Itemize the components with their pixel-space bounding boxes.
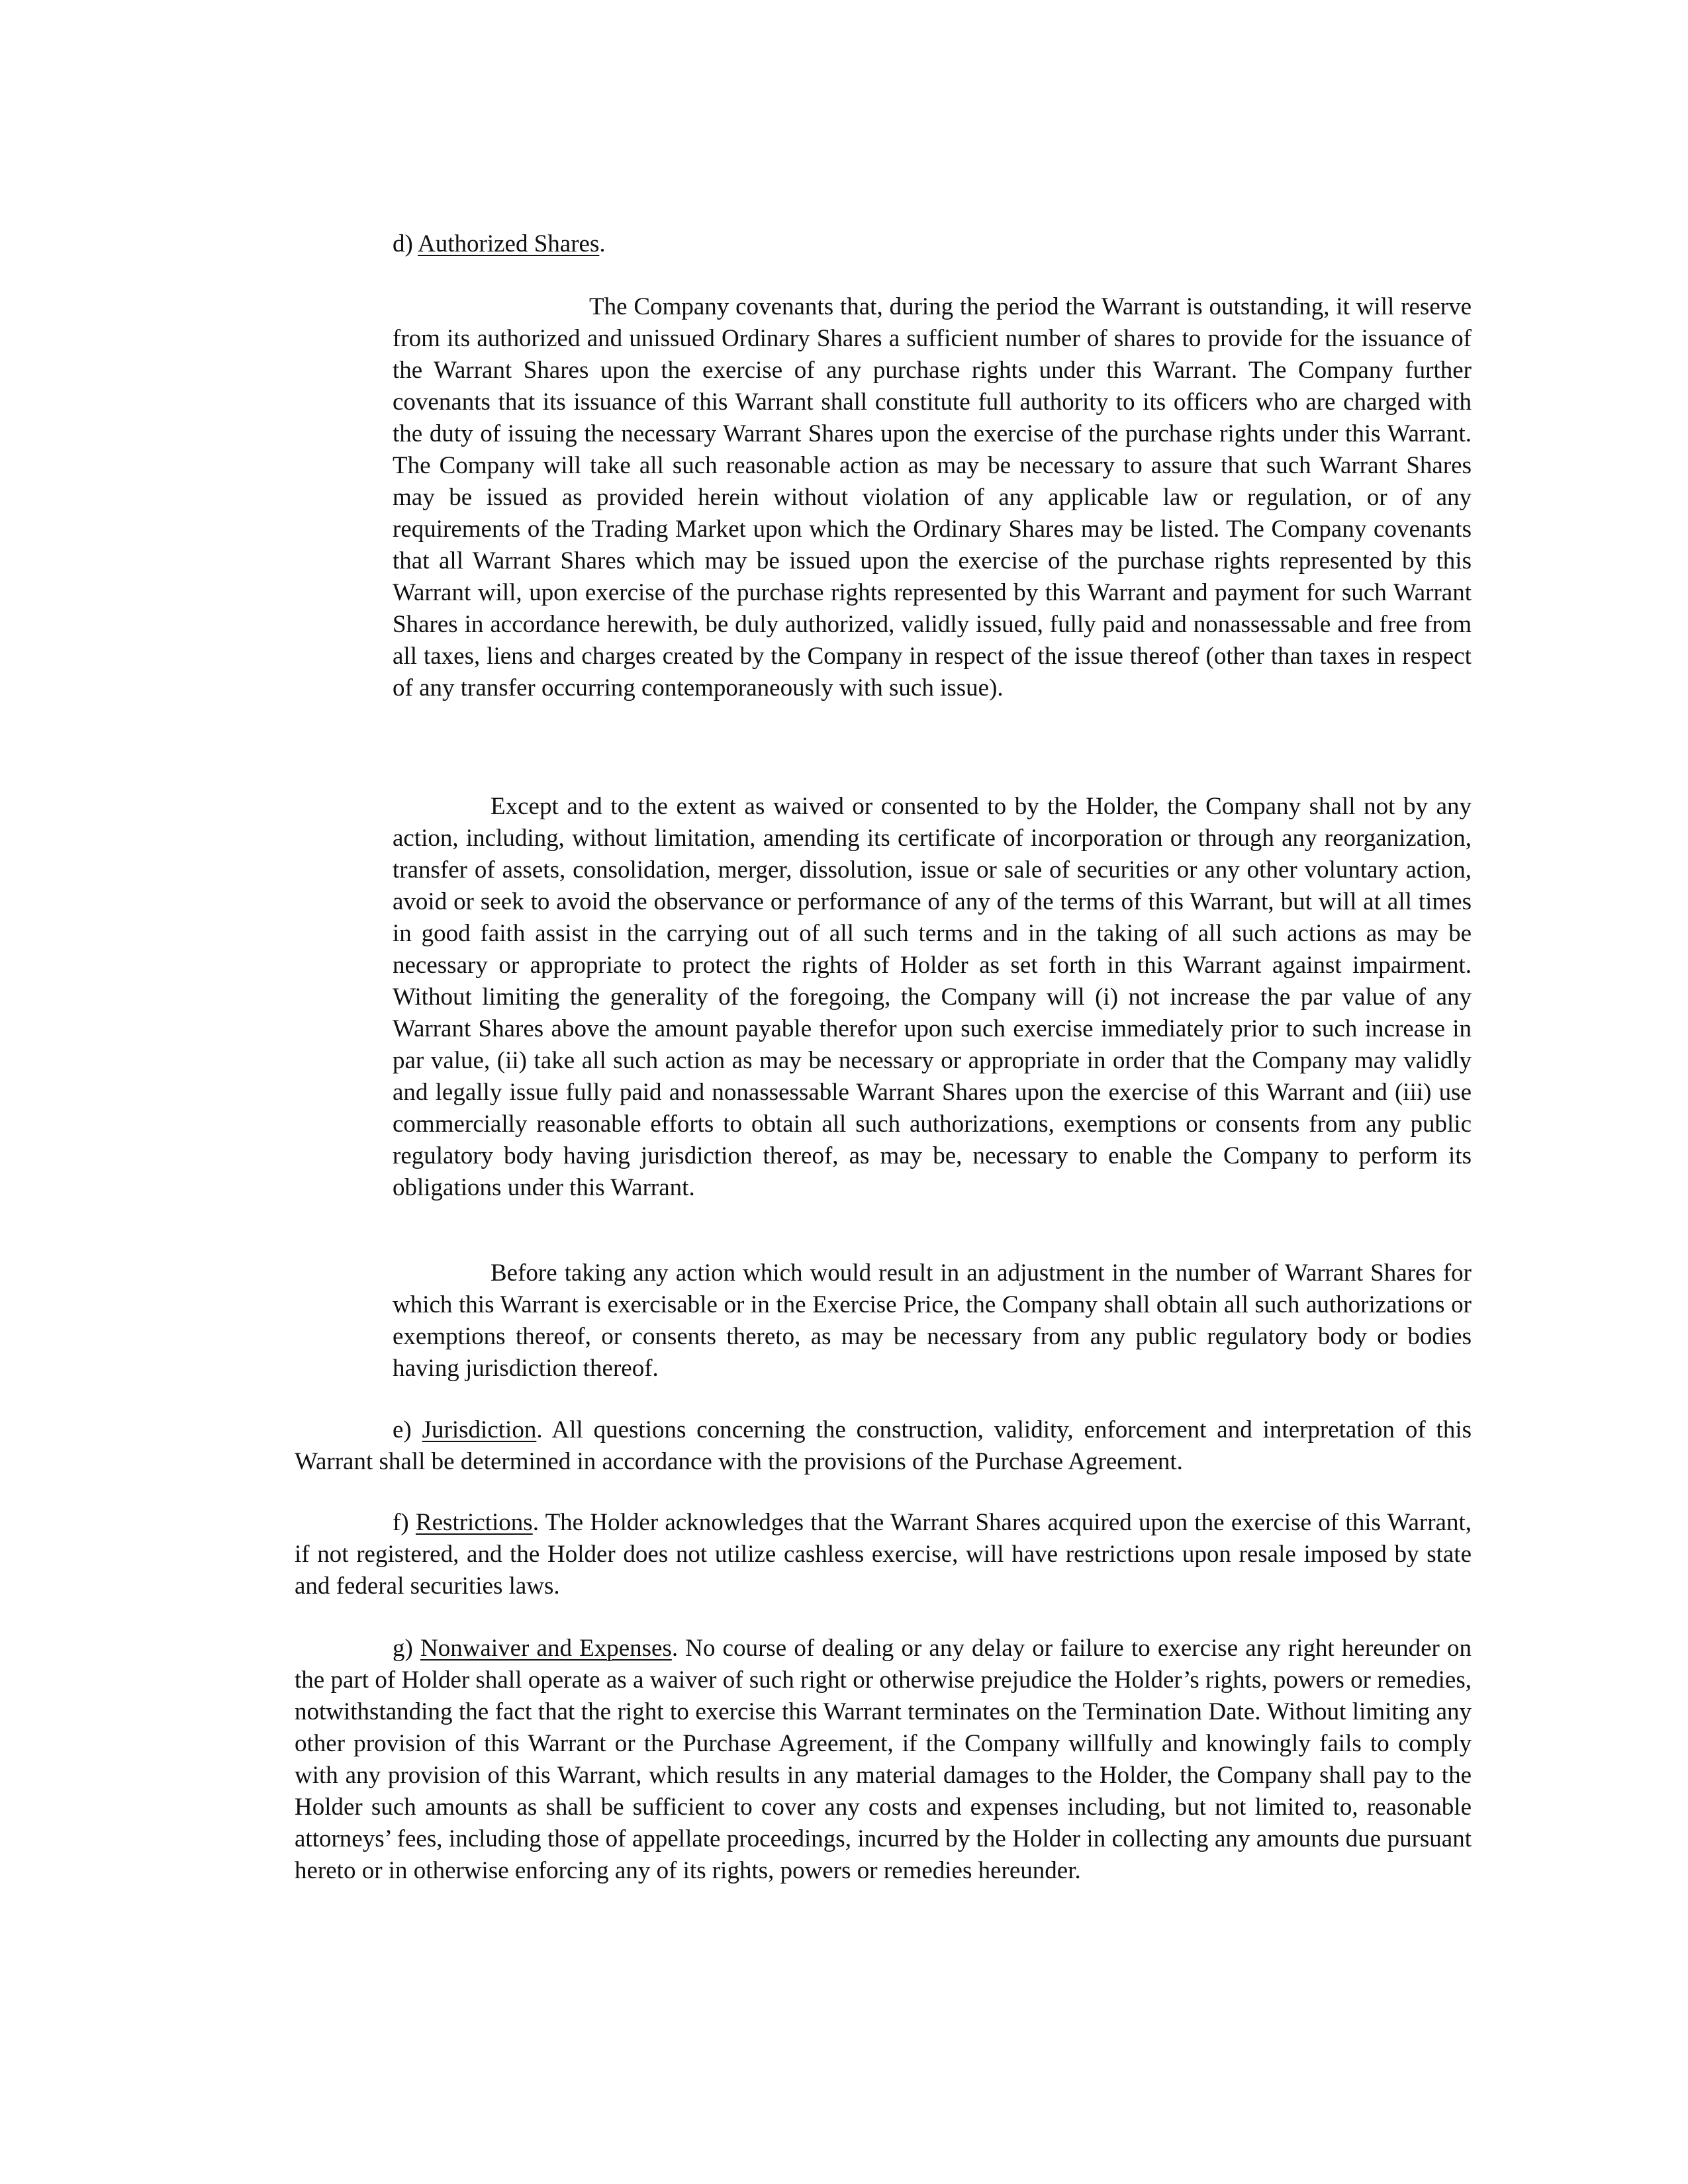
section-e-paragraph xyxy=(295,1414,1472,1478)
section-g-title: Nonwaiver and Expenses xyxy=(420,1635,672,1662)
section-d-title: Authorized Shares xyxy=(418,230,600,257)
section-e-body: . All questions concerning the construction, validity, enforcement and interpretation of this Warrant shall be determined in accordance with the provisions of the Purchase Agreement. xyxy=(295,1416,1472,1475)
section-e-title: Jurisdiction xyxy=(422,1416,537,1443)
section-g-paragraph xyxy=(295,1633,1472,1887)
section-d-label: d) xyxy=(393,230,418,257)
section-d-paragraph-1: The Company covenants that, during the period the Warrant is outstanding, it will reserve from its authorized and unissued Ordinary Shares a sufficient number of shares to provide for the issuance of the Warrant Shares upon the exercise of any purchase rights under this Warrant. The Company further covenants that its issuance of this Warrant shall constitute full authority to its officers who are charged with the duty of issuing the necessary Warrant Shares upon the exercise of the purchase rights under this Warrant. The Company will take all such reasonable action as may be necessary to assure that such Warrant Shares may be issued as provided herein without violation of any applicable law or regulation, or of any requirements of the Trading Market upon which the Ordinary Shares may be listed. The Company covenants that all Warrant Shares which may be issued upon the exercise of the purchase rights represented by this Warrant will, upon exercise of the purchase rights represented by this Warrant and payment for such Warrant Shares in accordance herewith, be duly authorized, validly issued, fully paid and nonassessable and free from all taxes, liens and charges created by the Company in respect of the issue thereof (other than taxes in respect of any transfer occurring contemporaneously with such issue). xyxy=(393,293,1472,702)
section-f-label: f) xyxy=(393,1509,416,1536)
section-f-paragraph xyxy=(295,1507,1472,1602)
section-g-body: . No course of dealing or any delay or failure to exercise any right hereunder on the part of Holder shall operate as a waiver of such right or otherwise prejudice the Holder’s rights, powers or remedies, notwithstanding the fact that the right to exercise this Warrant terminates on the Termination Date. Without limiting any other provision of this Warrant or the Purchase Agreement, if the Company willfully and knowingly fails to comply with any provision of this Warrant, which results in any material damages to the Holder, the Company shall pay to the Holder such amounts as shall be sufficient to cover any costs and expenses including, but not limited to, reasonable attorneys’ fees, including those of appellate proceedings, incurred by the Holder in collecting any amounts due pursuant hereto or in otherwise enforcing any of its rights, powers or remedies hereunder. xyxy=(295,1635,1472,1884)
section-g-label: g) xyxy=(393,1635,420,1662)
section-d-paragraph-2: Except and to the extent as waived or consented to by the Holder, the Company shall not by any action, including, without limitation, amending its certificate of incorporation or through any reorganization, transfer of assets, consolidation, merger, dissolution, issue or sale of securities or any other voluntary action, avoid or seek to avoid the observance or performance of any of the terms of this Warrant, but will at all times in good faith assist in the carrying out of all such terms and in the taking of all such actions as may be necessary or appropriate to protect the rights of Holder as set forth in this Warrant against impairment. Without limiting the generality of the foregoing, the Company will (i) not increase the par value of any Warrant Shares above the amount payable therefor upon such exercise immediately prior to such increase in par value, (ii) take all such action as may be necessary or appropriate in order that the Company may validly and legally issue fully paid and nonassessable Warrant Shares upon the exercise of this Warrant and (iii) use commercially reasonable efforts to obtain all such authorizations, exemptions or consents from any public regulatory body having jurisdiction thereof, as may be, necessary to enable the Company to perform its obligations under this Warrant. xyxy=(393,793,1472,1201)
section-f-body: . The Holder acknowledges that the Warrant Shares acquired upon the exercise of this Warrant, if not registered, and the Holder does not utilize cashless exercise, will have restrictions upon resale imposed by state and federal securities laws. xyxy=(295,1509,1472,1600)
section-e-label: e) xyxy=(393,1416,422,1443)
section-d-title-suffix: . xyxy=(599,230,606,257)
section-f-title: Restrictions xyxy=(415,1509,533,1536)
section-d-heading xyxy=(393,228,1472,260)
section-d-paragraph-3: Before taking any action which would result in an adjustment in the number of Warrant Shares for which this Warrant is exercisable or in the Exercise Price, the Company shall obtain all such authorizations or exemptions thereof, or consents thereto, as may be necessary from any public regulatory body or bodies having jurisdiction thereof. xyxy=(393,1259,1472,1382)
